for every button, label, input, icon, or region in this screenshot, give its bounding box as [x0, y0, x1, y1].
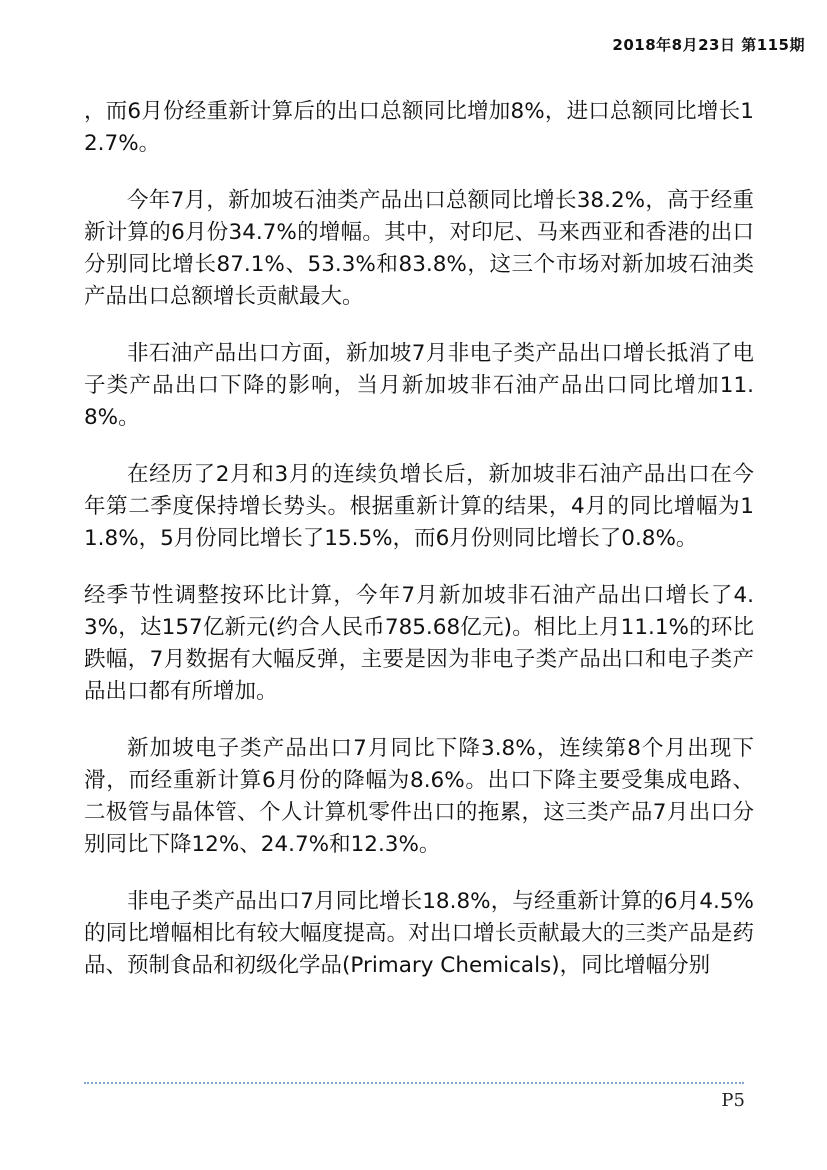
paragraph-7: 非电子类产品出口7月同比增长18.8%，与经重新计算的6月4.5%的同比增幅相比有较大幅度提高。对出口增长贡献最大的三类产品是药品、预制食品和初级化学品(Primary Chemicals)，同比增幅分别: [84, 889, 754, 978]
paragraph-1: ，而6月份经重新计算后的出口总额同比增加8%，进口总额同比增长12.7%。: [84, 99, 754, 156]
footer-divider: [84, 1082, 744, 1084]
page-number: P5: [721, 1090, 745, 1111]
issue-date: 2018年8月23日 第115期: [612, 36, 805, 54]
paragraph-3: 非石油产品出口方面，新加坡7月非电子类产品出口增长抵消了电子类产品出口下降的影响，当月新加坡非石油产品出口同比增加11.8%。: [84, 341, 754, 430]
paragraph-4: 在经历了2月和3月的连续负增长后，新加坡非石油产品出口在今年第二季度保持增长势头。根据重新计算的结果，4月的同比增幅为11.8%，5月份同比增长了15.5%，而6月份则同比增长了0.8%。: [84, 462, 754, 551]
paragraph-6: 新加坡电子类产品出口7月同比下降3.8%，连续第8个月出现下滑，而经重新计算6月份的降幅为8.6%。出口下降主要受集成电路、二极管与晶体管、个人计算机零件出口的拖累，这三类产品7月出口分别同比下降12%、24.7%和12.3%。: [84, 736, 754, 857]
article-body: [84, 96, 754, 1007]
paragraph-5: 经季节性调整按环比计算，今年7月新加坡非石油产品出口增长了4.3%，达157亿新元(约合人民币785.68亿元)。相比上月11.1%的环比跌幅，7月数据有大幅反弹，主要是因为非电子类产品出口和电子类产品出口都有所增加。: [84, 583, 754, 704]
paragraph-2: 今年7月，新加坡石油类产品出口总额同比增长38.2%，高于经重新计算的6月份34.7%的增幅。其中，对印尼、马来西亚和香港的出口分别同比增长87.1%、53.3%和83.8%，这三个市场对新加坡石油类产品出口总额增长贡献最大。: [84, 188, 754, 309]
